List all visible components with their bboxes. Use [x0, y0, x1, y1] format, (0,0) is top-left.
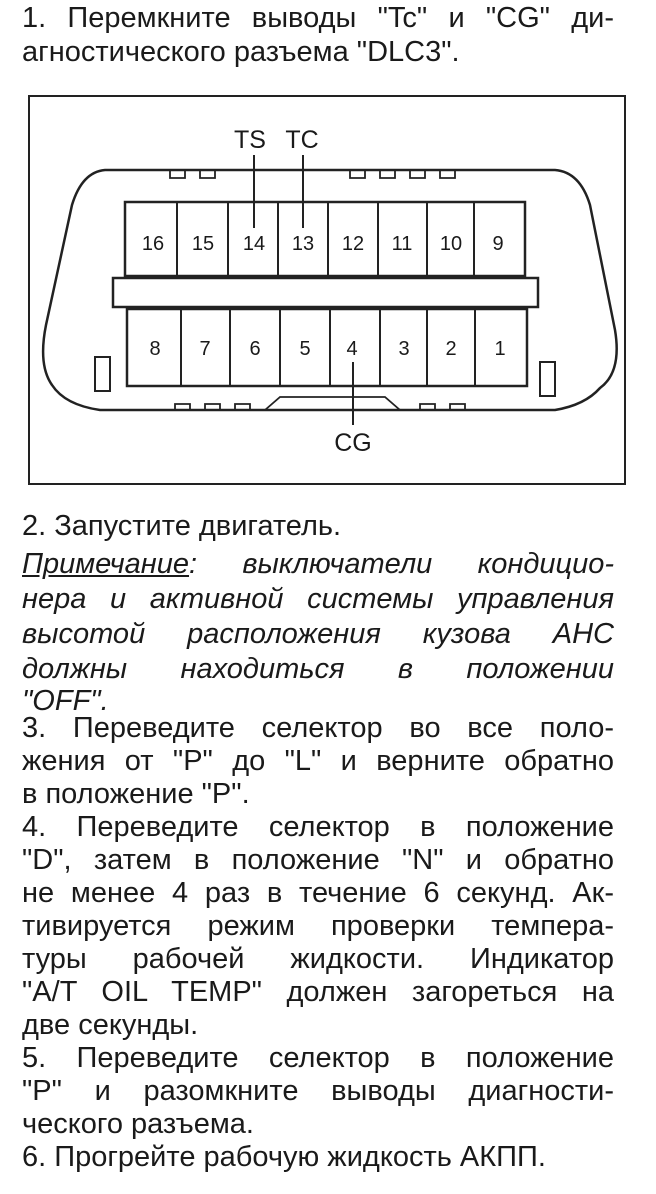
note-line-3: высотой расположения кузова АНС [22, 618, 614, 650]
pin-15-label: 15 [191, 233, 215, 255]
top-pin-row [125, 202, 525, 276]
bottom-pin-row [127, 309, 527, 386]
pin-13-label: 13 [291, 233, 315, 255]
pin-9-label: 9 [492, 233, 504, 255]
step-4-line-3: не менее 4 раз в течение 6 секунд. Ак- [22, 877, 614, 909]
ts-label: TS [234, 126, 266, 154]
top-pin-dividers [177, 202, 474, 276]
pin-12-label: 12 [341, 233, 365, 255]
pin-2-label: 2 [445, 338, 457, 360]
intro-line-1: 1. Перемкните выводы "Tc" и "CG" ди- [22, 2, 614, 34]
pin-7-label: 7 [199, 338, 211, 360]
pin-8-label: 8 [149, 338, 161, 360]
step-4-line-7: две секунды. [22, 1009, 199, 1041]
note-heading: Примечание [22, 548, 190, 580]
center-bar [113, 278, 538, 307]
intro-line-2: агностического разъема "DLC3". [22, 36, 460, 68]
step-2: 2. Запустите двигатель. [22, 510, 342, 542]
cg-label: CG [334, 429, 372, 457]
tc-label: TC [285, 126, 319, 154]
step-5-line-1: 5. Переведите селектор в положение [22, 1042, 614, 1074]
note-line-2: нера и активной системы управления [22, 583, 614, 615]
step-4-line-4: тивируется режим проверки темпера- [22, 910, 614, 942]
pin-5-label: 5 [299, 338, 311, 360]
pin-16-label: 16 [141, 233, 165, 255]
pin-3-label: 3 [398, 338, 410, 360]
bottom-notches [175, 397, 465, 410]
step-4-line-5: туры рабочей жидкости. Индикатор [22, 943, 614, 975]
pin-1-label: 1 [494, 338, 506, 360]
note-line-4: должны находиться в положении [22, 653, 614, 685]
left-side-slot [95, 357, 110, 391]
dlc3-connector-diagram [0, 0, 656, 500]
step-3-line-1: 3. Переведите селектор во все поло- [22, 712, 614, 744]
right-side-slot [540, 362, 555, 396]
note-line-5: "OFF". [22, 685, 109, 717]
note-line-1 [22, 548, 614, 581]
step-6: 6. Прогрейте рабочую жидкость АКПП. [22, 1141, 546, 1173]
step-4-line-6: "A/T OIL TEMP" должен загореться на [22, 976, 614, 1008]
pin-11-label: 11 [391, 233, 413, 255]
step-3-line-2: жения от "P" до "L" и верните обратно [22, 745, 614, 777]
pin-4-label: 4 [346, 338, 358, 360]
bottom-pin-dividers [181, 309, 475, 386]
step-4-line-1: 4. Переведите селектор в положение [22, 811, 614, 843]
step-5-line-2: "P" и разомкните выводы диагности- [22, 1075, 614, 1107]
step-5-line-3: ческого разъема. [22, 1108, 254, 1140]
pin-6-label: 6 [249, 338, 261, 360]
step-4-line-2: "D", затем в положение "N" и обратно [22, 844, 614, 876]
note-line-1-rest: : выключатели кондицио- [189, 548, 614, 580]
step-3-line-3: в положение "P". [22, 778, 250, 810]
pin-10-label: 10 [439, 233, 463, 255]
pin-14-label: 14 [242, 233, 266, 255]
